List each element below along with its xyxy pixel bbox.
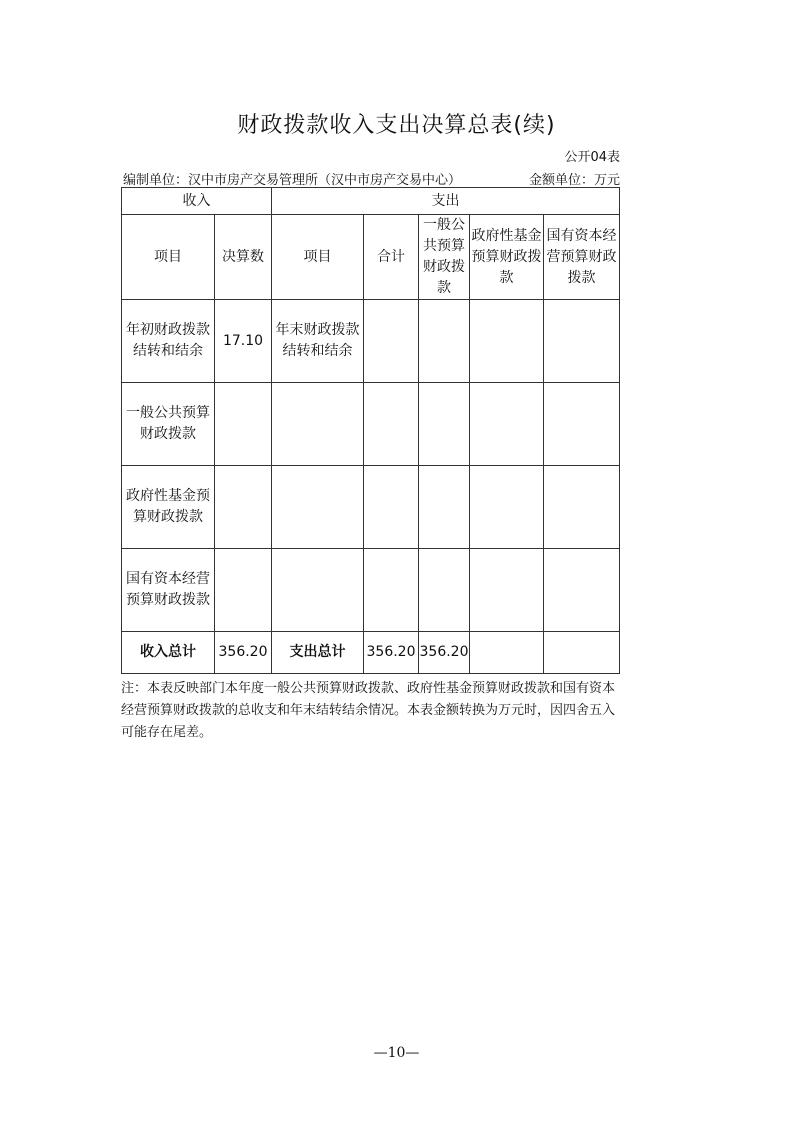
col-header-final-amount: 决算数 [215,215,272,300]
expense-item-cell: 年末财政拨款结转和结余 [272,300,364,383]
final-amount-cell [215,466,272,549]
expense-general-public-total: 356.20 [419,632,470,674]
general-public-cell [419,466,470,549]
general-public-cell [419,383,470,466]
expense-state-capital-total [544,632,620,674]
total-cell [364,300,419,383]
col-header-income-item: 项目 [122,215,215,300]
state-capital-cell [544,466,620,549]
general-public-cell [419,300,470,383]
expense-gov-fund-total [470,632,544,674]
income-total-value: 356.20 [215,632,272,674]
table-row [122,383,620,466]
table-row [122,549,620,632]
totals-row [122,632,620,674]
final-amount-cell [215,549,272,632]
total-cell [364,466,419,549]
form-number: 公开04表 [564,150,620,165]
final-amount-cell: 17.10 [215,300,272,383]
income-group-header: 收入 [122,188,272,215]
total-cell [364,383,419,466]
col-header-total: 合计 [364,215,419,300]
income-item-cell: 政府性基金预算财政拨款 [122,466,215,549]
table-row [122,300,620,383]
budget-table [121,187,620,674]
income-item-cell: 一般公共预算财政拨款 [122,383,215,466]
page-title: 财政拨款收入支出决算总表(续) [237,113,556,138]
income-item-cell: 年初财政拨款结转和结余 [122,300,215,383]
total-cell [364,549,419,632]
expense-total-label: 支出总计 [272,632,364,674]
final-amount-cell [215,383,272,466]
table-note: 注：本表反映部门本年度一般公共预算财政拨款、政府性基金预算财政拨款和国有资本经营预算财政拨款的总收支和年末结转结余情况。本表金额转换为万元时，因四舍五入可能存在尾差。 [121,681,616,740]
col-header-state-capital: 国有资本经营预算财政拨款 [544,215,620,300]
state-capital-cell [544,383,620,466]
expense-item-cell [272,466,364,549]
general-public-cell [419,549,470,632]
expense-group-header: 支出 [272,188,620,215]
expense-total-value: 356.20 [364,632,419,674]
col-header-general-public: 一般公共预算财政拨款 [419,215,470,300]
page-number: —10— [373,1045,420,1061]
col-header-gov-fund: 政府性基金预算财政拨款 [470,215,544,300]
expense-item-cell [272,549,364,632]
table-row [122,466,620,549]
income-total-label: 收入总计 [122,632,215,674]
compiling-unit: 编制单位：汉中市房产交易管理所（汉中市房产交易中心） [123,173,462,188]
gov-fund-cell [470,383,544,466]
gov-fund-cell [470,300,544,383]
income-item-cell: 国有资本经营预算财政拨款 [122,549,215,632]
col-header-expense-item: 项目 [272,215,364,300]
gov-fund-cell [470,549,544,632]
amount-unit: 金额单位：万元 [528,173,620,188]
expense-item-cell [272,383,364,466]
state-capital-cell [544,300,620,383]
gov-fund-cell [470,466,544,549]
state-capital-cell [544,549,620,632]
